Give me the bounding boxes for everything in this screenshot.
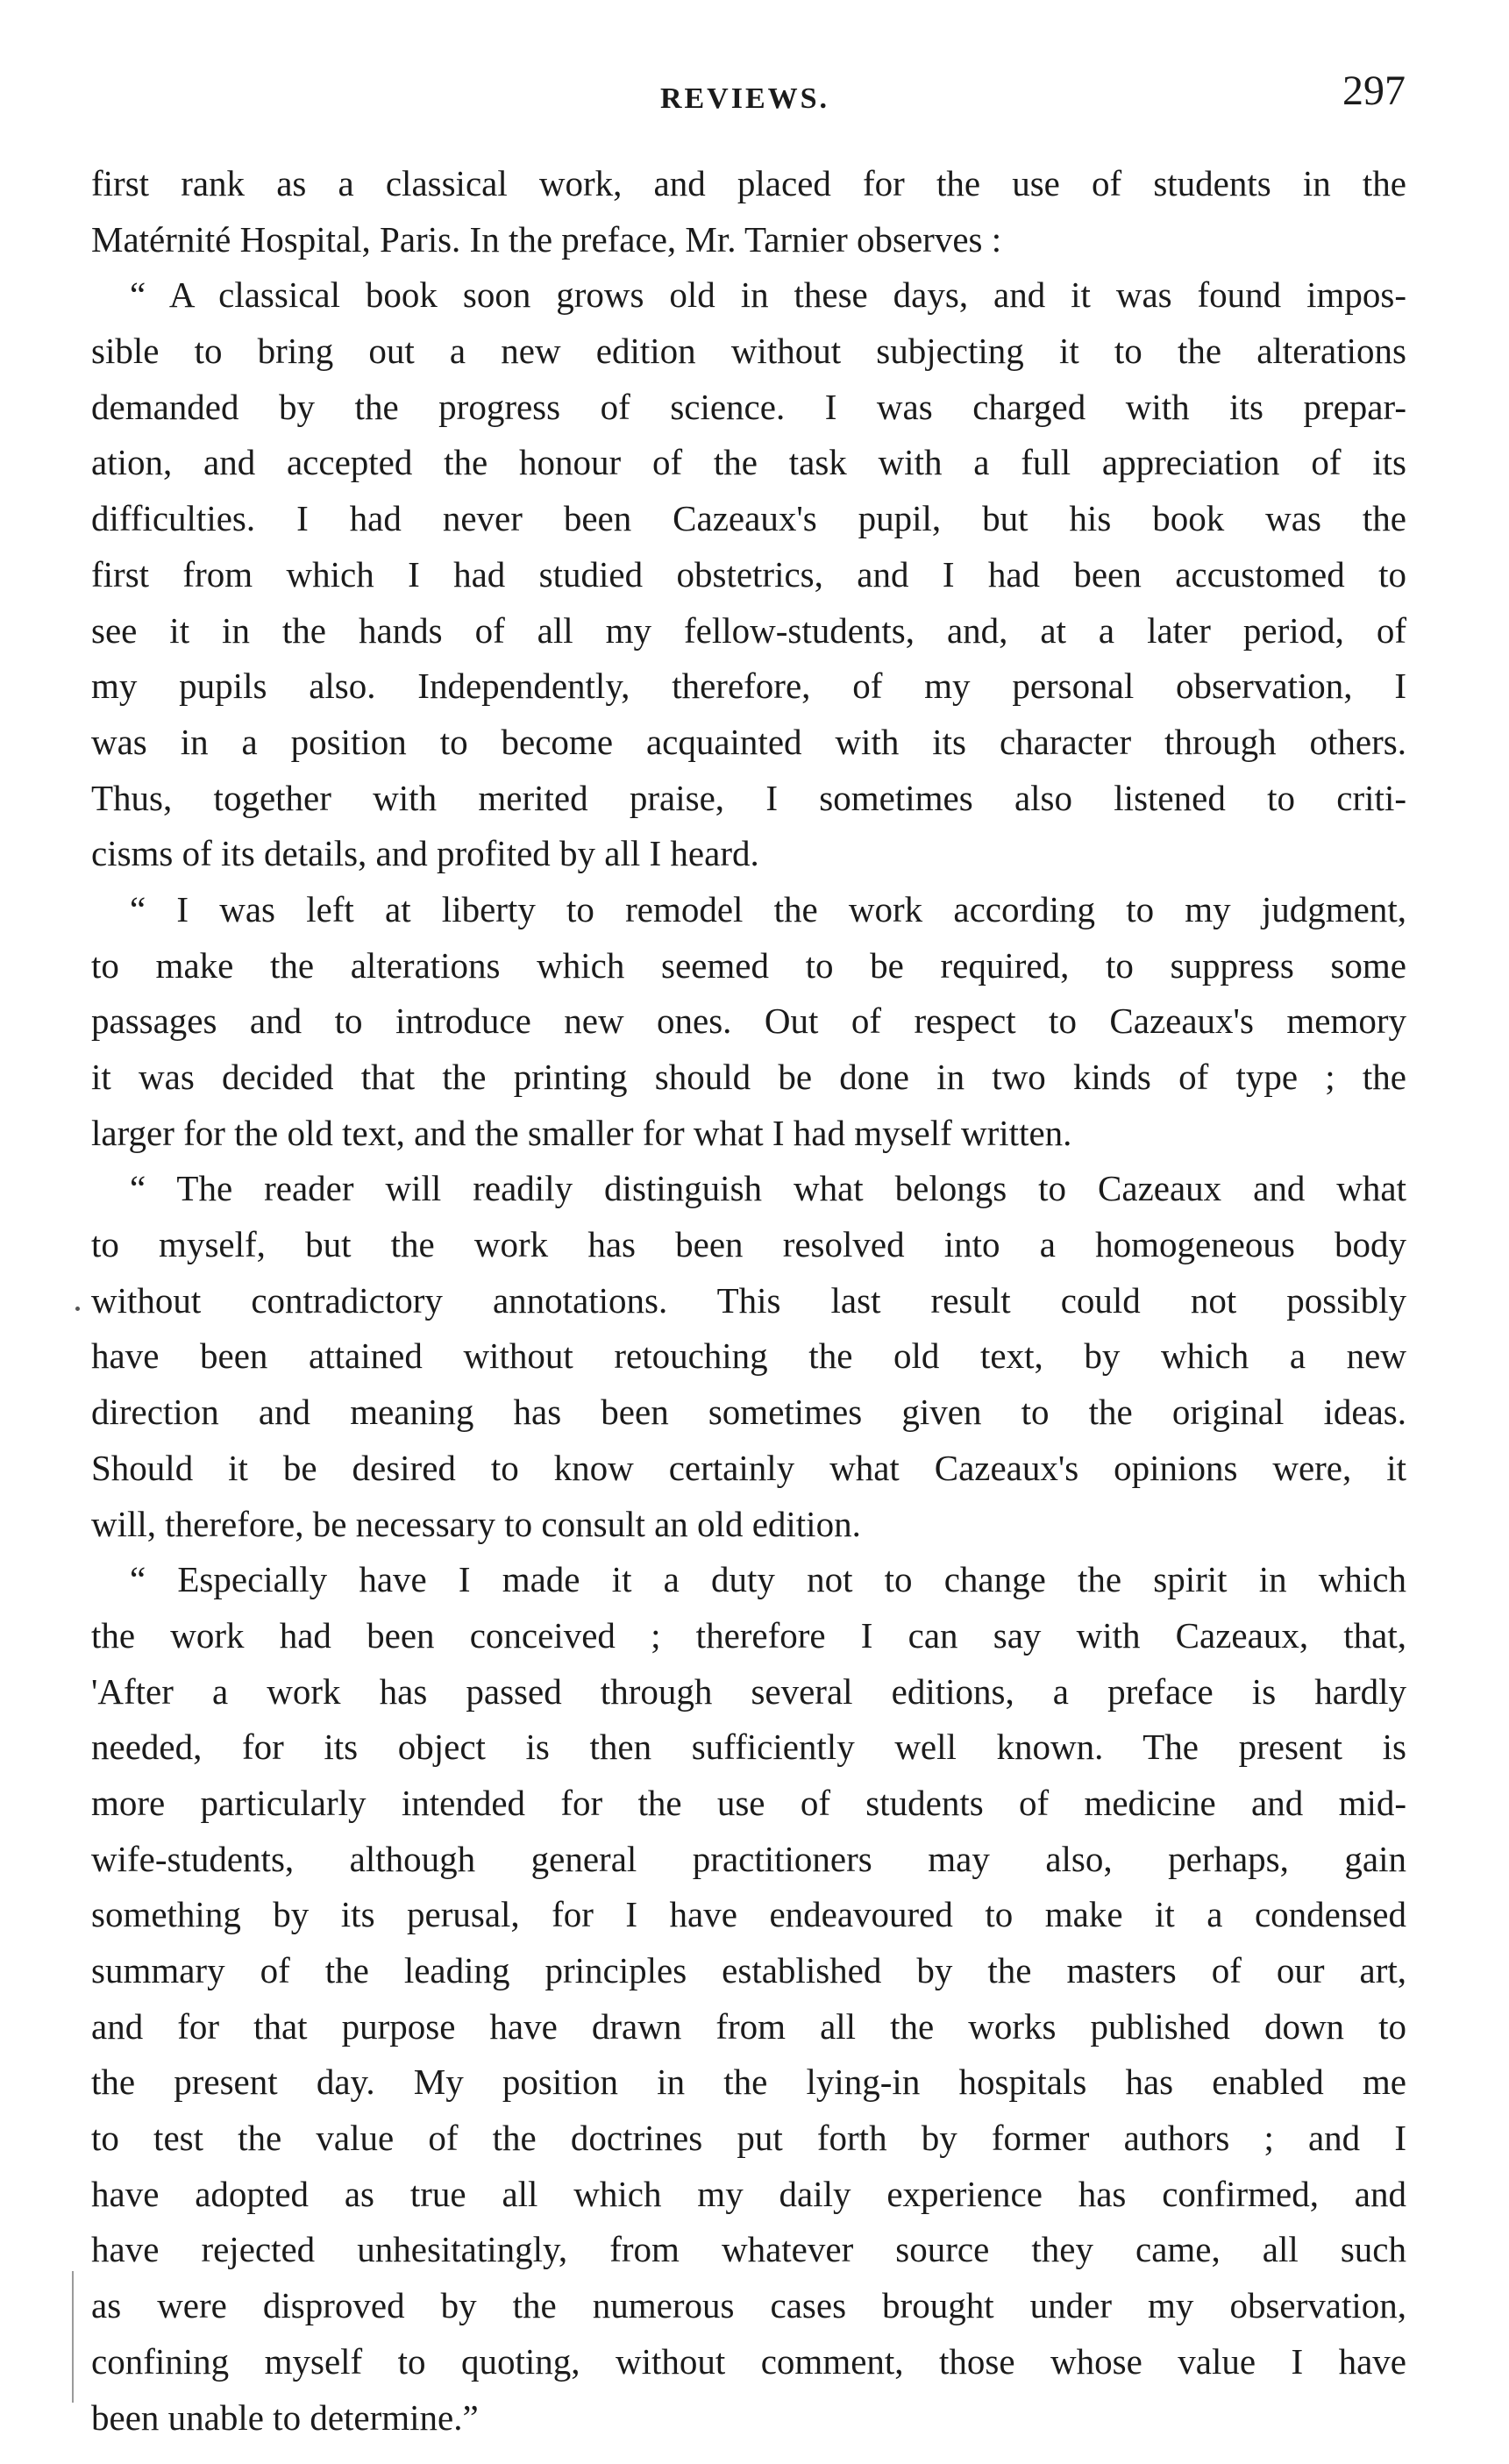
text-line: needed, for its object is then sufficiently well known. The present is [91, 1727, 1406, 1768]
text-line: first from which I had studied obstetrics, and I had been accustomed to [91, 553, 1406, 595]
margin-speck [75, 1307, 80, 1311]
text-line: see it in the hands of all my fellow-students, and, at a later period, of [91, 609, 1406, 651]
text-line: “ The reader will readily distinguish what belongs to Cazeaux and what [130, 1168, 1406, 1209]
text-line: confining myself to quoting, without comment, those whose value I have [91, 2340, 1406, 2382]
running-head [84, 67, 1406, 123]
text-line: the present day. My position in the lying-in hospitals has enabled me [91, 2062, 1406, 2103]
text-line: demanded by the progress of science. I was charged with its prepar- [91, 386, 1406, 427]
text-line: passages and to introduce new ones. Out of respect to Cazeaux's memory [91, 1001, 1406, 1042]
text-line: larger for the old text, and the smaller for what I had myself written. [91, 1112, 1072, 1153]
text-line: without contradictory annotations. This last result could not possibly [91, 1279, 1406, 1321]
text-line: Thus, together with merited praise, I sometimes also listened to criti- [91, 777, 1406, 818]
text-line: as were disproved by the numerous cases brought under my observation, [91, 2285, 1406, 2326]
text-line: Should it be desired to know certainly what Cazeaux's opinions were, it [91, 1447, 1406, 1488]
text-line: wife-students, although general practitioners may also, perhaps, gain [91, 1838, 1406, 1879]
text-line: to test the value of the doctrines put forth by former authors ; and I [91, 2118, 1406, 2159]
text-line: “ Especially have I made it a duty not to change the spirit in which [130, 1559, 1406, 1600]
text-line: difficulties. I had never been Cazeaux's pupil, but his book was the [91, 498, 1406, 539]
text-line: cisms of its details, and profited by all I heard. [91, 833, 759, 874]
text-line: “ A classical book soon grows old in these days, and it was found impos- [130, 274, 1406, 316]
text-line: was in a position to become acquainted with its character through others. [91, 721, 1406, 762]
text-line: and for that purpose have drawn from all the works published down to [91, 2005, 1406, 2047]
text-line: my pupils also. Independently, therefore, of my personal observation, I [91, 666, 1406, 707]
text-line: ation, and accepted the honour of the task with a full appreciation of its [91, 442, 1406, 483]
text-line: Matérnité Hospital, Paris. In the preface, Mr. Tarnier observes : [91, 218, 1002, 260]
text-line: it was decided that the printing should be done in two kinds of type ; the [91, 1057, 1406, 1097]
text-line: the work had been conceived ; therefore I can say with Cazeaux, that, [91, 1614, 1406, 1656]
review-body [91, 156, 1406, 2446]
text-line: have been attained without retouching the old text, by which a new [91, 1335, 1406, 1377]
text-line: have rejected unhesitatingly, from whatever source they came, all such [91, 2229, 1406, 2270]
text-line: “ I was left at liberty to remodel the work according to my judgment, [130, 888, 1406, 929]
text-line: to myself, but the work has been resolved into a homogeneous body [91, 1224, 1406, 1265]
text-line: will, therefore, be necessary to consult an old edition. [91, 1503, 861, 1544]
page-number: 297 [1342, 68, 1406, 114]
text-line: 'After a work has passed through several editions, a preface is hardly [91, 1670, 1406, 1712]
text-line: direction and meaning has been sometimes given to the original ideas. [91, 1392, 1406, 1433]
text-line: something by its perusal, for I have endeavoured to make it a condensed [91, 1894, 1406, 1935]
running-title: REVIEWS. [659, 82, 830, 115]
text-line: more particularly intended for the use of students of medicine and mid- [91, 1782, 1406, 1823]
text-line: sible to bring out a new edition without subjecting it to the alterations [91, 331, 1406, 372]
text-line: first rank as a classical work, and placed for the use of students in the [91, 163, 1406, 203]
text-line: summary of the leading principles established by the masters of our art, [91, 1950, 1406, 1990]
text-line: have adopted as true all which my daily experience has confirmed, and [91, 2173, 1406, 2214]
margin-rule [72, 2271, 74, 2403]
text-line: been unable to determine.” [91, 2396, 479, 2438]
text-line: to make the alterations which seemed to be required, to suppress some [91, 944, 1406, 986]
